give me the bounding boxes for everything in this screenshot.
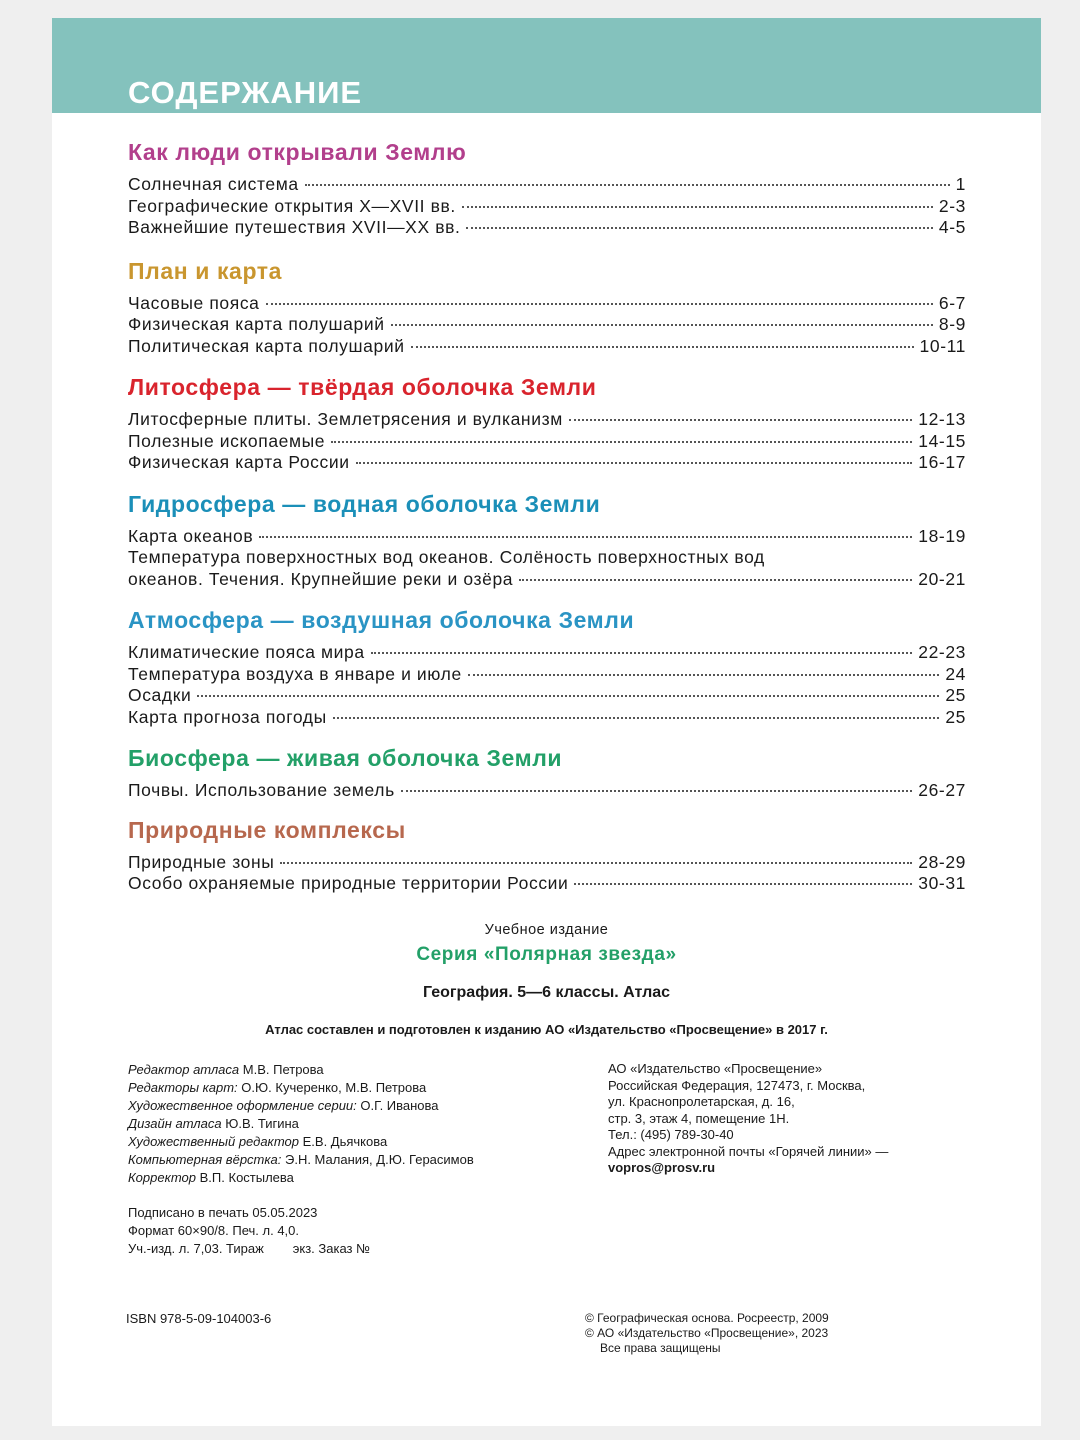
section-title: План и карта: [128, 257, 283, 284]
credit-line: [128, 1097, 588, 1115]
email-link[interactable]: vopros@prosv.ru: [608, 1160, 716, 1175]
dot-leader: [197, 695, 939, 697]
credit-role: Компьютерная вёрстка:: [128, 1152, 282, 1167]
section-title: Как люди открывали Землю: [128, 139, 467, 165]
toc-entry[interactable]: [128, 293, 966, 315]
dot-leader: [305, 184, 950, 186]
toc-page-number: 18-19: [918, 525, 966, 546]
dot-leader: [466, 227, 932, 229]
toc-entry-name: Особо охраняемые природные территории России: [128, 873, 569, 893]
toc-section: [128, 604, 966, 728]
toc-section: [128, 742, 966, 802]
toc-entry-name: Литосферные плиты. Землетрясения и вулканизм: [128, 409, 563, 429]
toc-page-number: 1: [955, 174, 966, 194]
toc-page-number: 20-21: [918, 568, 966, 589]
publisher-line: ул. Краснопролетарская, д. 16,: [608, 1094, 795, 1109]
dot-leader: [280, 862, 912, 864]
toc-entry[interactable]: [128, 196, 966, 218]
credit-names: Э.Н. Малания, Д.Ю. Герасимов: [284, 1152, 474, 1167]
toc-page-number: 6-7: [938, 292, 966, 313]
toc-entry-name: Солнечная система: [128, 174, 299, 194]
print-info-line: Уч.-изд. л. 7,03. Тираж экз. Заказ №: [128, 1241, 371, 1256]
credit-role: Дизайн атласа: [128, 1116, 222, 1131]
publisher-line: Российская Федерация, 127473, г. Москва,: [608, 1077, 866, 1093]
copyright-line: © АО «Издательство «Просвещение», 2023: [585, 1326, 829, 1340]
credit-role: Художественное оформление серии:: [128, 1098, 357, 1113]
toc-entry[interactable]: [128, 569, 966, 591]
toc-entry-name: Политическая карта полушарий: [128, 335, 405, 356]
toc-entry[interactable]: [128, 707, 966, 729]
credit-names: В.П. Костылева: [199, 1170, 294, 1185]
toc-entry-name: Климатические пояса мира: [128, 642, 365, 662]
credit-line: [128, 1133, 588, 1151]
edition-label: Учебное издание: [484, 922, 609, 938]
book-title: География. 5—6 классы. Атлас: [422, 984, 671, 1001]
toc-entry-name: Карта прогноза погоды: [128, 706, 327, 727]
series-title: Серия «Полярная звезда»: [416, 944, 677, 965]
credit-names: О.Ю. Кучеренко, М.В. Петрова: [241, 1080, 427, 1095]
dot-leader: [569, 419, 912, 421]
toc-section: [128, 488, 966, 591]
prepared-note: Атлас составлен и подготовлен к изданию АО «Издательство «Просвещение» в 2017 г.: [265, 1022, 828, 1037]
credit-names: О.Г. Иванова: [360, 1098, 439, 1113]
toc-page-number: 10-11: [919, 335, 966, 356]
print-info-line: Формат 60×90/8. Печ. л. 4,0.: [128, 1223, 299, 1238]
toc-page-number: 16-17: [918, 452, 966, 472]
toc-entry[interactable]: [128, 217, 966, 239]
toc-entry[interactable]: [128, 409, 966, 431]
toc-page-number: 14-15: [918, 430, 966, 451]
toc-page-number: 30-31: [918, 873, 966, 893]
toc-page-number: 2-3: [938, 195, 966, 216]
toc-entry[interactable]: [128, 174, 966, 196]
section-title: Природные комплексы: [128, 816, 406, 843]
toc-entry[interactable]: [128, 526, 966, 548]
credits-list: [128, 1061, 588, 1187]
toc-section: [128, 371, 966, 474]
credit-names: Е.В. Дьячкова: [302, 1134, 388, 1149]
publisher-line: АО «Издательство «Просвещение»: [608, 1061, 823, 1076]
page-title: СОДЕРЖАНИЕ: [128, 75, 363, 110]
dot-leader: [519, 579, 912, 581]
toc-entry-name: Географические открытия X—XVII вв.: [128, 195, 456, 216]
toc-page-number: 28-29: [918, 851, 966, 872]
toc-page-number: 25: [945, 706, 966, 727]
dot-leader: [333, 717, 940, 719]
toc-page-number: 25: [945, 685, 966, 705]
table-of-contents: [128, 136, 966, 895]
toc-page-number: 22-23: [918, 642, 966, 662]
toc-entry-name: Карта океанов: [128, 525, 254, 546]
toc-page-number: 8-9: [938, 314, 966, 334]
toc-entry[interactable]: [128, 314, 966, 336]
copyright-block: [585, 1311, 829, 1356]
dot-leader: [266, 303, 933, 305]
toc-entry-name: Почвы. Использование земель: [128, 780, 395, 800]
print-info-line: Подписано в печать 05.05.2023: [128, 1205, 318, 1220]
toc-entry-line: Температура поверхностных вод океанов. Солёность поверхностных вод: [128, 547, 765, 567]
isbn: ISBN 978-5-09-104003-6: [126, 1311, 272, 1326]
publisher-line: стр. 3, этаж 4, помещение 1Н.: [608, 1110, 790, 1126]
publisher-line: Адрес электронной почты «Горячей линии» —: [608, 1143, 889, 1159]
toc-entry-name: океанов. Течения. Крупнейшие реки и озёра: [128, 568, 514, 589]
header-banner: [52, 18, 1041, 113]
copyright-line: Все права защищены: [600, 1341, 721, 1355]
toc-entry[interactable]: [128, 642, 966, 664]
credit-names: Ю.В. Тигина: [225, 1116, 299, 1131]
page: [52, 18, 1041, 1426]
credit-line: [128, 1115, 588, 1133]
toc-page-number: 4-5: [938, 217, 966, 237]
toc-entry-name: Температура воздуха в январе и июле: [128, 663, 462, 684]
dot-leader: [574, 883, 912, 885]
credit-role: Корректор: [128, 1170, 197, 1185]
toc-entry[interactable]: [128, 336, 966, 358]
section-title: Атмосфера — воздушная оболочка Земли: [128, 607, 635, 633]
toc-section: [128, 814, 966, 895]
publisher-address: [608, 1061, 948, 1177]
dot-leader: [331, 441, 912, 443]
dot-leader: [259, 536, 912, 538]
toc-entry-name: Природные зоны: [128, 851, 275, 872]
section-title: Биосфера — живая оболочка Земли: [128, 745, 563, 771]
credit-role: Редактор атласа: [128, 1062, 240, 1077]
toc-page-number: 12-13: [918, 409, 966, 429]
toc-entry[interactable]: [128, 873, 966, 895]
toc-section: [128, 136, 966, 239]
credit-role: Художественный редактор: [128, 1134, 299, 1149]
dot-leader: [411, 346, 914, 348]
toc-entry[interactable]: [128, 452, 966, 474]
toc-entry-name: Осадки: [128, 685, 192, 705]
toc-entry[interactable]: [128, 685, 966, 707]
dot-leader: [462, 206, 933, 208]
toc-entry-name: Важнейшие путешествия XVII—XX вв.: [128, 217, 461, 237]
toc-entry-name: Полезные ископаемые: [128, 430, 326, 451]
section-title: Литосфера — твёрдая оболочка Земли: [128, 374, 597, 400]
toc-entry[interactable]: [128, 431, 966, 453]
dot-leader: [371, 652, 913, 654]
toc-section: [128, 255, 966, 358]
credit-line: [128, 1061, 588, 1079]
toc-entry[interactable]: [128, 664, 966, 686]
toc-entry-name: Физическая карта полушарий: [128, 314, 385, 334]
dot-leader: [356, 462, 913, 464]
credit-line: [128, 1169, 588, 1187]
toc-page-number: 24: [945, 663, 966, 684]
print-info: [128, 1204, 370, 1258]
toc-entry-name: Часовые пояса: [128, 292, 260, 313]
copyright-line: © Географическая основа. Росреестр, 2009: [585, 1311, 829, 1325]
toc-entry-name: Физическая карта России: [128, 452, 350, 472]
credit-role: Редакторы карт:: [128, 1080, 238, 1095]
dot-leader: [401, 790, 912, 792]
section-title: Гидросфера — водная оболочка Земли: [128, 490, 601, 517]
dot-leader: [391, 324, 933, 326]
toc-entry[interactable]: [128, 780, 966, 802]
toc-entry[interactable]: [128, 852, 966, 874]
credit-line: [128, 1151, 588, 1169]
publisher-line: Тел.: (495) 789-30-40: [608, 1127, 734, 1142]
credit-line: [128, 1079, 588, 1097]
dot-leader: [468, 674, 940, 676]
toc-page-number: 26-27: [918, 780, 966, 800]
credit-names: М.В. Петрова: [242, 1062, 324, 1077]
